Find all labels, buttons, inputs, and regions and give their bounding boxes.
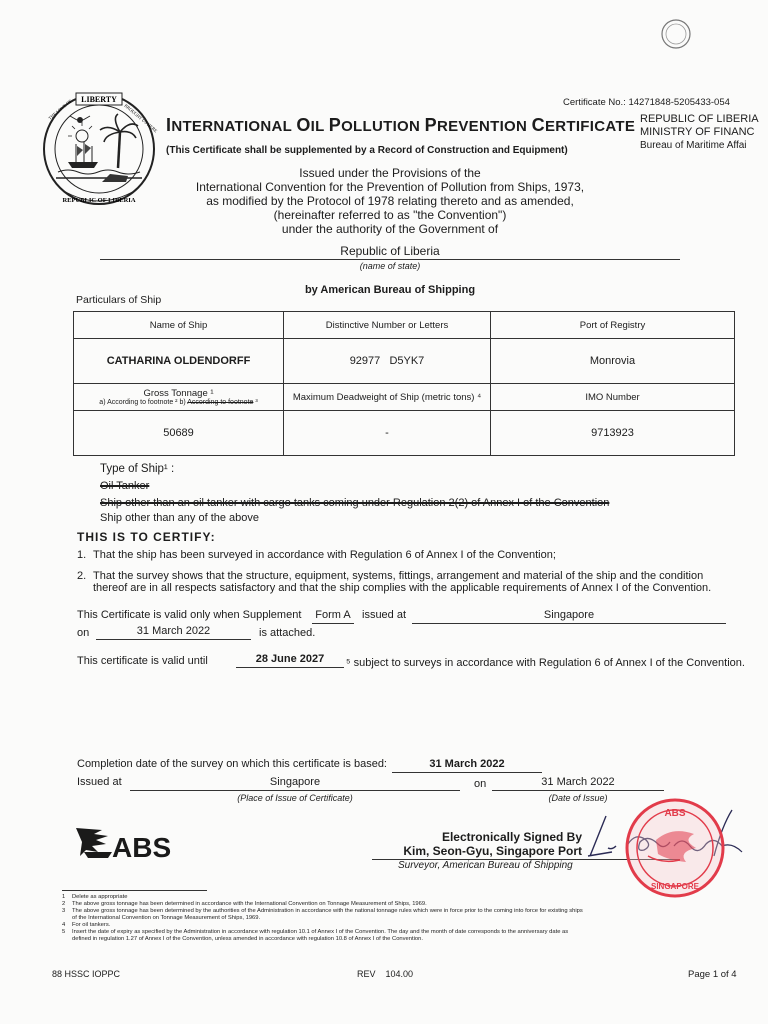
header-max-deadweight: Maximum Deadweight of Ship (metric tons) ⁴ <box>284 384 491 411</box>
liberia-seal-emblem <box>40 90 158 208</box>
supplement-place: Singapore <box>412 609 726 624</box>
footnote-4: 4 For oil tankers. <box>62 922 111 928</box>
seal-right-text: BROUGHT US HERE <box>123 102 158 134</box>
supplement-on-label: on <box>77 627 90 639</box>
footnote-3-cont: of the International Convention on Tonnage Measurement of Ships, 1969. <box>72 915 261 921</box>
header-imo-number: IMO Number <box>491 384 735 411</box>
form-identifier: 88 HSSC IOPPC <box>52 969 121 979</box>
distinctive-number: 92977 D5YK7 <box>284 339 491 384</box>
gross-tonnage: 50689 <box>74 411 284 456</box>
header-gross-tonnage: Gross Tonnage ¹ a) According to footnote ² b) According to footnote ³ <box>74 384 284 411</box>
max-deadweight: - <box>284 411 491 456</box>
footnote-2: 2 The above gross tonnage has been determined in accordance with the International Convention on Tonnage Measurement of Ships, 1969. <box>62 901 427 907</box>
attached-label: is attached. <box>259 627 316 639</box>
port-of-registry: Monrovia <box>491 339 735 384</box>
footnote-5: 5 Insert the date of expiry as specified by the Administration in accordance with regulation 10.1 of Annex I of the Convention. The day and the month of date corresponds to the anniversary date as <box>62 929 569 935</box>
svg-text:ABS: ABS <box>664 808 686 819</box>
abs-singapore-stamp <box>622 796 728 900</box>
provisions-text: Issued under the Provisions of the International Convention for the Prevention of Pollution from Ships, 1973, as modified by the Protocol of 1978 relating thereto and as amended, (hereinafter referred to as "the Convention") under the authority of the Government of <box>195 166 585 236</box>
header-name-of-ship: Name of Ship <box>74 312 284 339</box>
type-of-ship-label: Type of Ship¹ : <box>100 463 175 475</box>
footnote-3: 3 The above gross tonnage has been determined by the authorities of the Administration in accordance with the national tonnage rules which were in force prior to the coming into force for existing ships <box>62 908 583 914</box>
particulars-label: Particulars of Ship <box>76 294 162 306</box>
issue-on-label: on <box>474 778 487 790</box>
valid-until-suffix: ⁵ subject to surveys in accordance with Regulation 6 of Annex I of the Convention. <box>346 657 745 669</box>
signed-by-label: Electronically Signed By <box>441 830 582 844</box>
revision: REV 104.00 <box>357 969 414 979</box>
certify-item-2: 2. That the survey shows that the structure, equipment, systems, fittings, arrangement and material of the ship and the condition thereof are in all respects satisfactory and that the ship complies with the applicable requirements of Annex I of the Convention. <box>77 570 712 594</box>
page-number: Page 1 of 4 <box>688 969 737 980</box>
seal-left-text: THE LOVE OF <box>47 98 73 121</box>
certificate-subtitle: (This Certificate shall be supplemented by a Record of Construction and Equipment) <box>166 145 568 156</box>
issue-place: Singapore <box>130 776 460 791</box>
supplement-prefix: This Certificate is valid only when Supplement <box>77 609 302 621</box>
issued-at-label: Issued at <box>77 776 122 788</box>
seal-bottom-text: REPUBLIC OF LIBERIA <box>62 197 136 204</box>
imo-number: 9713923 <box>491 411 735 456</box>
type-option-oil-tanker: Oil Tanker <box>100 480 150 492</box>
type-option-cargo-tanks: Ship other than an oil tanker with cargo tanks coming under Regulation 2(2) of Annex I of the Convention <box>100 497 610 509</box>
signer-role: Surveyor, American Bureau of Shipping <box>398 860 573 871</box>
ship-name: CATHARINA OLDENDORFF <box>74 339 284 384</box>
completion-date: 31 March 2022 <box>392 758 542 773</box>
svg-text:SINGAPORE: SINGAPORE <box>650 882 700 891</box>
state-name: Republic of Liberia <box>100 244 680 260</box>
seal-top-text: LIBERTY <box>81 95 117 104</box>
certify-item-1: 1. That the ship has been surveyed in accordance with Regulation 6 of Annex I of the Convention; <box>77 549 556 561</box>
issuing-body: by American Bureau of Shipping <box>304 284 476 296</box>
completion-label: Completion date of the survey on which this certificate is based: <box>77 758 387 770</box>
abs-logo <box>72 822 184 862</box>
header-port-of-registry: Port of Registry <box>491 312 735 339</box>
signer-name: Kim, Seon-Gyu, Singapore Port <box>403 844 582 858</box>
valid-until-date: 28 June 2027 <box>236 653 344 668</box>
supplement-form: Form A <box>312 609 354 624</box>
certificate-title: INTERNATIONAL OIL POLLUTION PREVENTION CERTIFICATE <box>166 115 636 135</box>
type-option-other: Ship other than any of the above <box>100 512 260 524</box>
electronic-signature-block <box>380 830 582 858</box>
ship-particulars-table <box>73 311 735 456</box>
footnote-1: 1 Delete as appropriate <box>62 894 128 900</box>
footnote-divider <box>62 890 207 891</box>
valid-until-label: This certificate is valid until <box>77 655 208 667</box>
issuing-authority: REPUBLIC OF LIBERIA MINISTRY OF FINANC Bureau of Maritime Affai <box>640 113 759 151</box>
certify-heading: THIS IS TO CERTIFY: <box>77 530 216 544</box>
supplement-issued-at-label: issued at <box>362 609 407 621</box>
supplement-date: 31 March 2022 <box>96 625 251 640</box>
header-distinctive-number: Distinctive Number or Letters <box>284 312 491 339</box>
issue-date-caption: (Date of Issue) <box>548 793 608 803</box>
svg-text:ABS: ABS <box>112 832 172 862</box>
footnote-5-cont: defined in regulation 1.27 of Annex I of the Convention, unless amended in accordance with regulation 10.8 of Annex I of the Convention. <box>72 936 423 942</box>
certificate-number: Certificate No.: 14271848-5205433-054 <box>563 97 730 108</box>
issue-place-caption: (Place of Issue of Certificate) <box>237 793 353 803</box>
issue-date: 31 March 2022 <box>492 776 664 791</box>
received-stamp-mark <box>656 16 696 52</box>
state-caption: (name of state) <box>359 261 421 271</box>
